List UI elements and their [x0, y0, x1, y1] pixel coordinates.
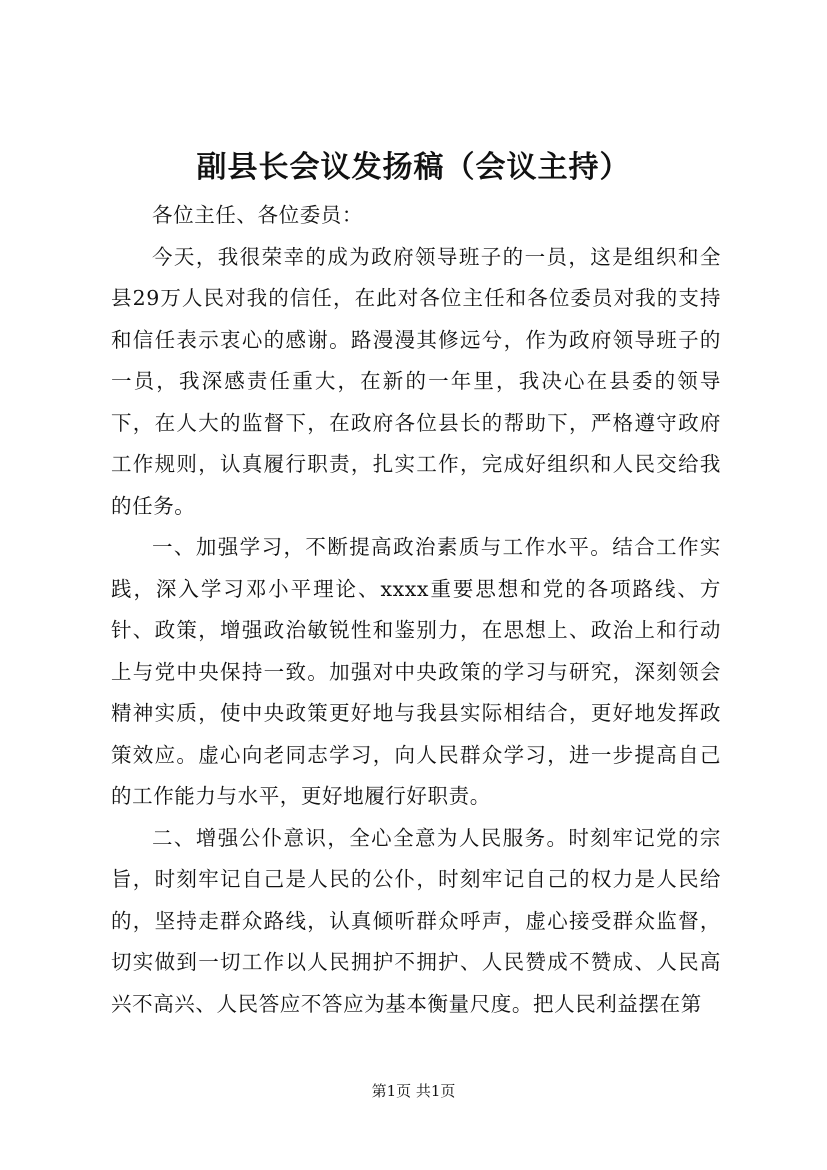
paragraph-1: 今天，我很荣幸的成为政府领导班子的一员，这是组织和全县29万人民对我的信任，在此对各位主任和各位委员对我的支持和信任表示衷心的感谢。路漫漫其修远兮，作为政府领导班子的一员，我深感责任重大，在新的一年里，我决心在县委的领导下，在人大的监督下，在政府各位县长的帮助下，严格遵守政府工作规则，认真履行职责，扎实工作，完成好组织和人民交给我的任务。 — [111, 244, 721, 518]
paragraph-3: 二、增强公仆意识，全心全意为人民服务。时刻牢记党的宗旨，时刻牢记自己是人民的公仆，时刻牢记自己的权力是人民给的，坚持走群众路线，认真倾听群众呼声，虚心接受群众监督，切实做到一切工作以人民拥护不拥护、人民赞成不赞成、人民高兴不高兴、人民答应不答应为基本衡量尺度。把人民利益摆在第 — [111, 825, 721, 1016]
document-body — [111, 195, 721, 1025]
salutation: 各位主任、各位委员： — [152, 203, 363, 227]
document-title: 副县长会议发扬稿（会议主持） — [196, 150, 631, 185]
page-footer: 第1页 共1页 — [371, 1082, 456, 1100]
paragraph-2: 一、加强学习，不断提高政治素质与工作水平。结合工作实践，深入学习邓小平理论、xxxx重要思想和党的各项路线、方针、政策，增强政治敏锐性和鉴别力，在思想上、政治上和行动上与党中央保持一致。加强对中央政策的学习与研究，深刻领会精神实质，使中央政策更好地与我县实际相结合，更好地发挥政策效应。虚心向老同志学习，向人民群众学习，进一步提高自己的工作能力与水平，更好地履行好职责。 — [111, 535, 721, 808]
